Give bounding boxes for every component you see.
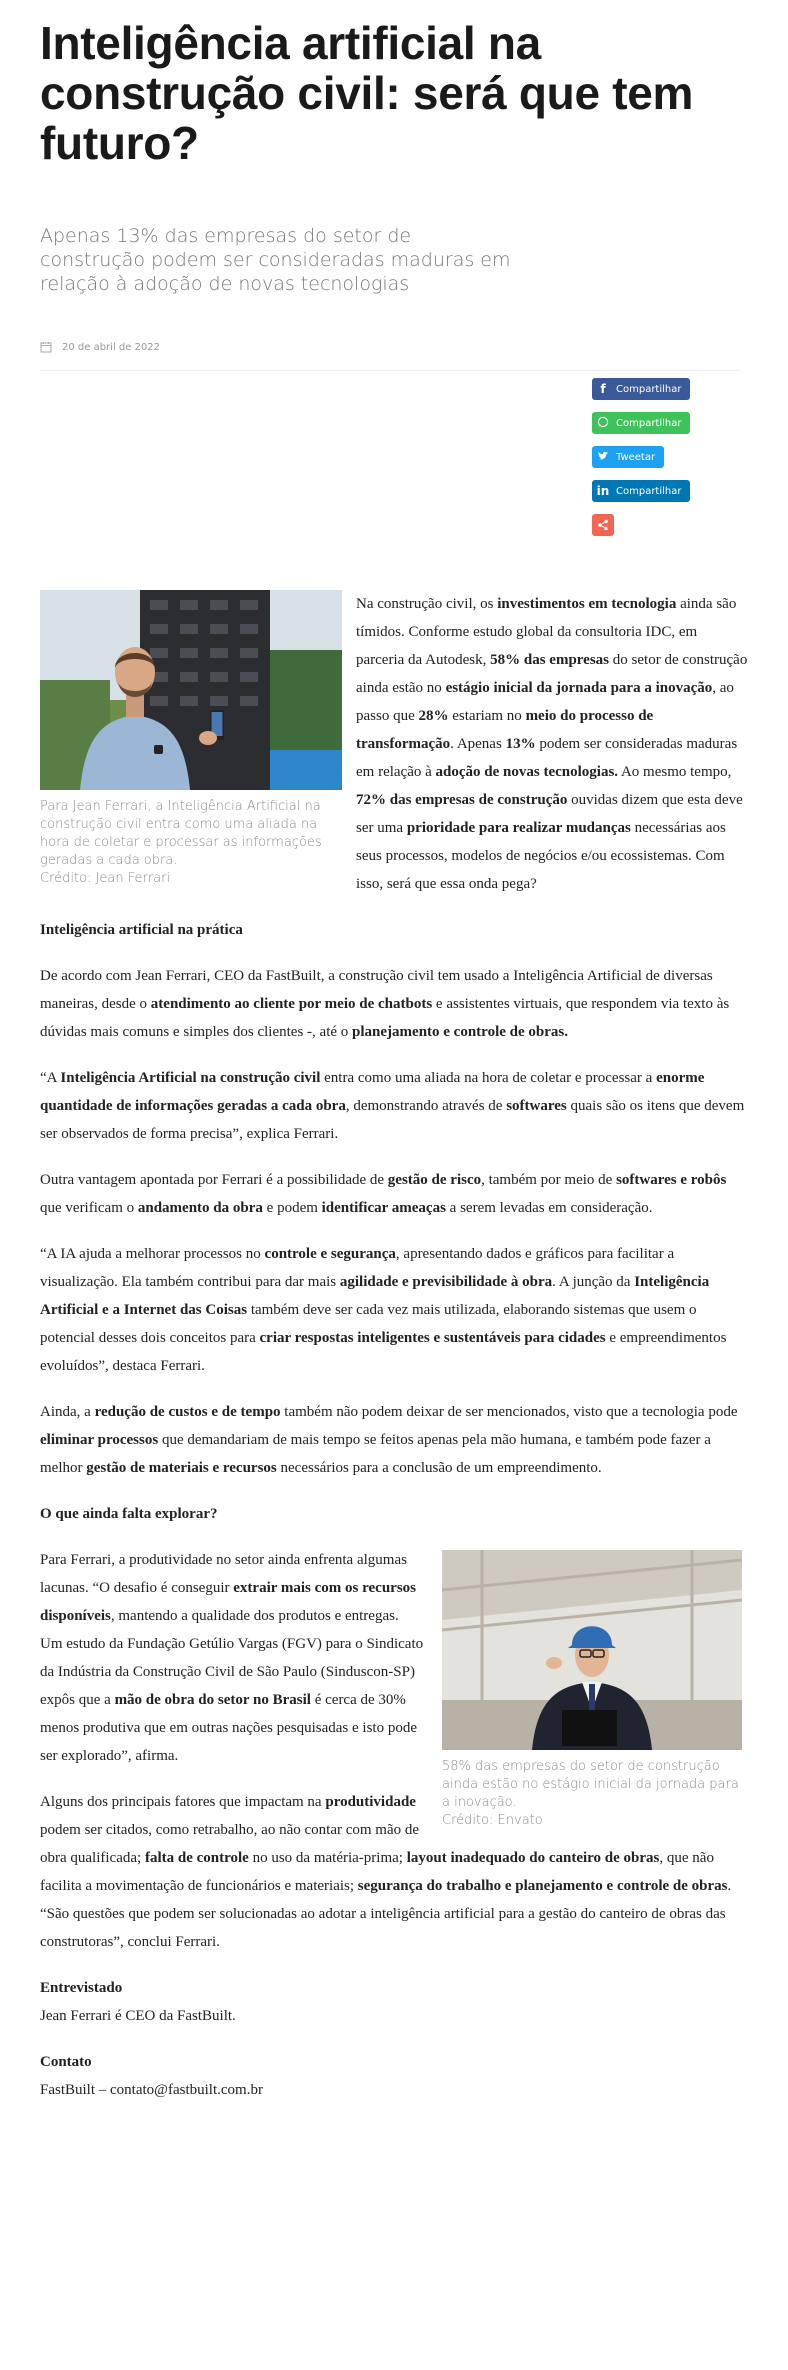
figure2-credit: Crédito: Envato [442,1813,543,1828]
article-meta [40,336,748,358]
article-title: Inteligência artificial na construção civil: será que tem futuro? [40,17,694,169]
article-body [40,590,748,2122]
figure-engineer [442,1550,742,1830]
linkedin-share-button[interactable]: in Compartilhar [592,480,690,502]
figure1-caption [40,798,342,888]
contact-heading: Contato [40,2054,92,2070]
twitter-icon [594,450,612,465]
share-icon [597,519,609,531]
paragraph-1: Na construção civil, os investimentos em tecnologia ainda são tímidos. Conforme estudo global da consultoria IDC, em parceria da Autodesk, 58% das empresas do setor de construção ainda estão no estágio inicial da jornada para a inovação, ao passo que 28% estariam no meio do processo de transformação. Apenas 13% podem ser consideradas maduras em relação à adoção de novas tecnologias. Ao mesmo tempo, 72% das empresas de construção ouvidas dizem que esta deve ser uma prioridade para realizar mudanças necessárias aos seus processos, modelos de negócios e/ou ecossistemas. Com isso, será que essa onda pega? [356,596,748,892]
paragraph-6: Ainda, a redução de custos e de tempo também não podem deixar de ser mencionados, visto que a tecnologia pode eliminar processos que demandariam de mais tempo se feitos apenas pela mão humana, e também pode fazer a melhor gestão de materiais e recursos necessários para a conclusão de um empreendimento. [40,1404,738,1476]
interviewee-heading: Entrevistado [40,1980,123,1996]
article-subtitle: Apenas 13% das empresas do setor de construção podem ser consideradas maduras em relação à adoção de novas tecnologias [40,225,511,295]
figure2-caption [442,1758,742,1830]
linkedin-icon: in [596,484,610,498]
contact-block [40,2048,748,2104]
figure1-credit: Crédito: Jean Ferrari [40,871,171,886]
share-bar [592,378,692,548]
paragraph-7: Para Ferrari, a produtividade no setor ainda enfrenta algumas lacunas. “O desafio é conseguir extrair mais com os recursos disponíveis, mantendo a qualidade dos produtos e entregas. Um estudo da Fundação Getúlio Vargas (FGV) para o Sindicato da Indústria da Construção Civil de São Paulo (Sinduscon-SP) expôs que a mão de obra do setor no Brasil é cerca de 30% menos produtiva que em outras nações pesquisadas e isto pode ser explorado”, afirma. [40,1552,424,1764]
paragraph-2: De acordo com Jean Ferrari, CEO da FastBuilt, a construção civil tem usado a Inteligência Artificial de diversas maneiras, desde o atendimento ao cliente por meio de chatbots e assistentes virtuais, que respondem via texto às dúvidas mais comuns e simples dos clientes -, até o planejamento e controle de obras. [40,968,730,1040]
calendar-icon [40,341,52,353]
facebook-icon: f [600,382,606,396]
figure1-caption-text: Para Jean Ferrari, a Inteligência Artificial na construção civil entra como uma aliada na hora de coletar e processar as informações geradas a cada obra. [40,799,322,868]
contact-text[interactable]: FastBuilt – contato@fastbuilt.com.br [40,2082,263,2098]
figure-jean-ferrari [40,590,342,888]
divider [40,370,740,371]
article-header [40,0,748,371]
interviewee-block [40,1974,748,2030]
whatsapp-icon [594,416,612,431]
paragraph-3: “A Inteligência Artificial na construção civil entra como uma aliada na hora de coletar e processar a enorme quantidade de informações geradas a cada obra, demonstrando através de softwares quais são os itens que devem ser observados de forma precisa”, explica Ferrari. [40,1070,745,1142]
interviewee-text: Jean Ferrari é CEO da FastBuilt. [40,2008,236,2024]
more-share-button[interactable] [592,514,614,536]
photo-jean-ferrari [40,590,342,790]
paragraph-5: “A IA ajuda a melhorar processos no controle e segurança, apresentando dados e gráficos para facilitar a visualização. Ela também contribui para dar mais agilidade e previsibilidade à obra. A junção da Inteligência Artificial e a Internet das Coisas também deve ser cada vez mais utilizada, elaborando sistemas que usem o potencial desses dois conceitos para criar respostas inteligentes e sustentáveis para cidades e empreendimentos evoluídos”, destaca Ferrari. [40,1246,727,1374]
heading-o-que-falta: O que ainda falta explorar? [40,1506,218,1522]
twitter-share-button[interactable]: Tweetar [592,446,664,468]
paragraph-4: Outra vantagem apontada por Ferrari é a possibilidade de gestão de risco, também por meio de softwares e robôs que verificam o andamento da obra e podem identificar ameaças a serem levadas em consideração. [40,1172,727,1216]
heading-ia-na-pratica: Inteligência artificial na prática [40,922,243,938]
figure2-caption-text: 58% das empresas do setor de construção ainda estão no estágio inicial da jornada para a inovação. [442,1759,739,1810]
facebook-share-button[interactable]: f Compartilhar [592,378,690,400]
paragraph-8: Alguns dos principais fatores que impactam na produtividade podem ser citados, como retrabalho, ao não contar com mão de obra qualificada; falta de controle no uso da matéria-prima; layout inadequado do canteiro de obras, que não facilita a movimentação de funcionários e materiais; segurança do trabalho e planejamento e controle de obras. “São questões que podem ser solucionadas ao adotar a inteligência artificial para a gestão do canteiro de obras das construtoras”, conclui Ferrari. [40,1794,732,1950]
publish-date: 20 de abril de 2022 [62,341,161,353]
whatsapp-share-button[interactable]: Compartilhar [592,412,690,434]
photo-engineer [442,1550,742,1750]
